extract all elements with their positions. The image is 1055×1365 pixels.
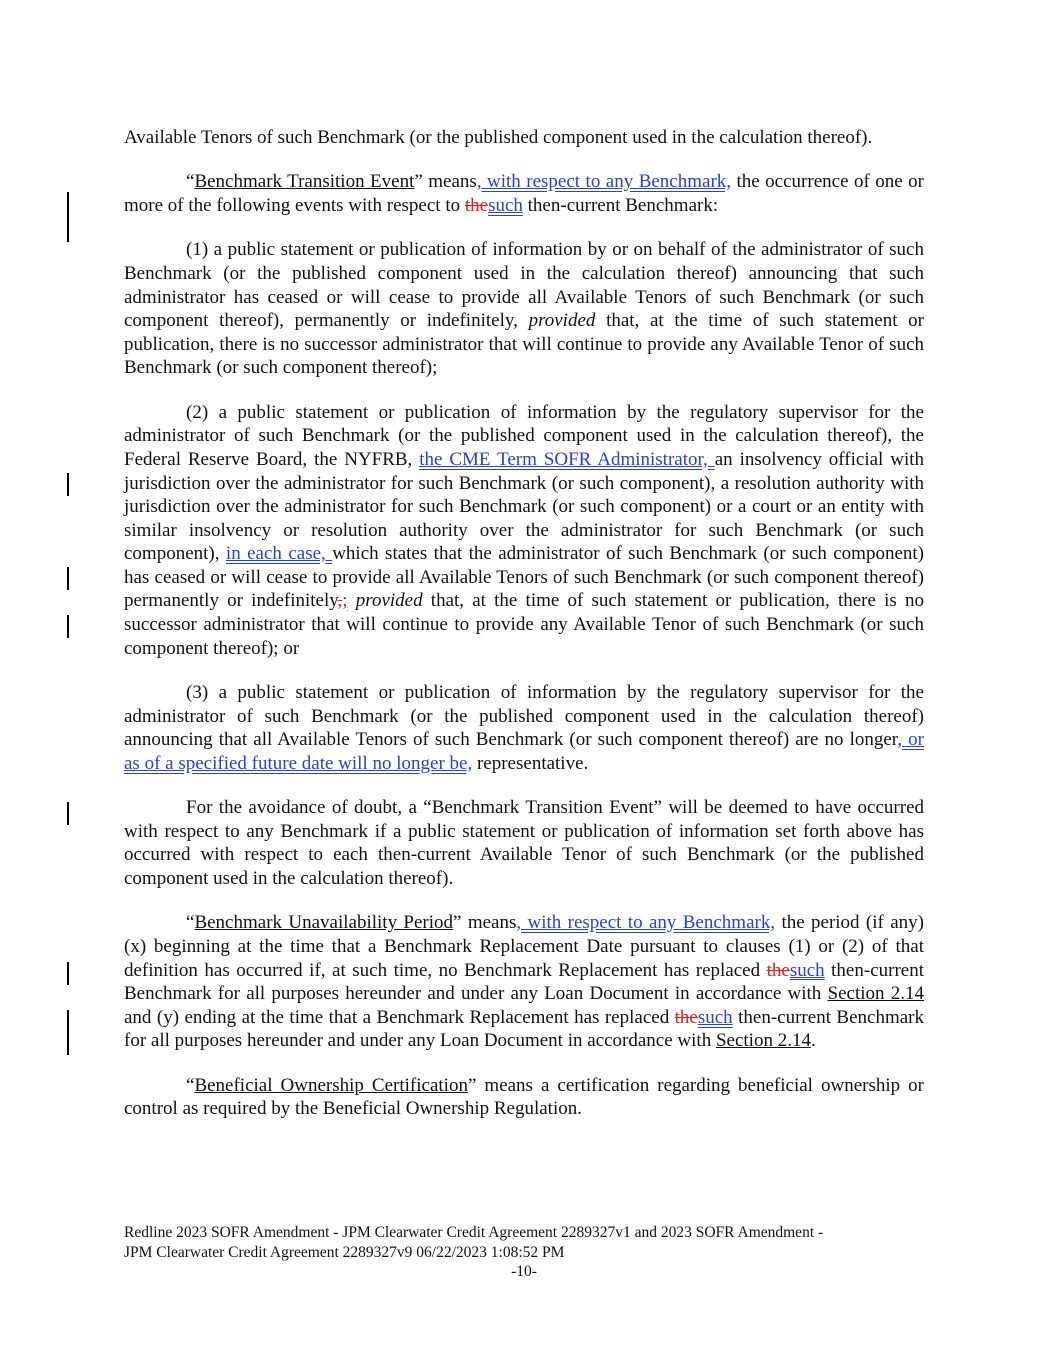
defined-term: Beneficial Ownership Certification	[194, 1074, 468, 1096]
change-bar	[67, 1010, 69, 1033]
clause-3	[124, 681, 924, 775]
text: then-current Benchmark:	[522, 194, 719, 216]
quote: “	[186, 912, 195, 934]
text: (3) a public statement or publication of information by the regulatory supervisor for the administrator of such Benchmark (or the published component used in the calculation thereof) announcing that all Available Tenors of such Benchmark (or such component thereof) are no longer	[124, 682, 924, 751]
text: ” means a certification regarding beneficial ownership or control as required by the Beneficial Ownership Regulation.	[124, 1074, 924, 1120]
clause-1	[124, 238, 924, 380]
page-footer	[124, 1223, 924, 1282]
paragraph-text: For the avoidance of doubt, a “Benchmark Transition Event” will be deemed to have occurred with respect to any Benchmark if a public statement or publication of information set forth above has occurred with respect to each then-current Available Tenor of such Benchmark (or the published component used in the calculation thereof).	[124, 797, 924, 890]
definition-benchmark-unavailability-period	[124, 911, 924, 1053]
change-bar	[67, 962, 69, 985]
text: the occurrence of one or more of the following events with respect to	[124, 171, 924, 216]
quote: “	[186, 171, 195, 193]
section-reference: Section 2.14	[715, 1030, 811, 1052]
text: then-current Benchmark for all purposes hereunder and under any Loan Document in accordance with	[124, 1006, 924, 1052]
inserted-text: such	[789, 959, 825, 981]
definition-benchmark-transition-event	[124, 170, 924, 217]
inserted-text: the CME Term SOFR Administrator,	[419, 448, 715, 470]
change-bar	[67, 473, 69, 496]
inserted-text: such	[697, 1006, 733, 1028]
text: ” means	[453, 912, 517, 934]
text: then-current Benchmark for all purposes hereunder and under any Loan Document in accordance with	[124, 959, 924, 1005]
change-bar	[67, 192, 69, 242]
italic-text: provided	[528, 310, 596, 332]
italic-text: provided	[355, 590, 423, 612]
inserted-text: , with respect to any Benchmark,	[516, 912, 776, 934]
text: .	[810, 1030, 816, 1052]
quote: “	[186, 1074, 195, 1096]
deleted-text: the	[674, 1006, 698, 1028]
paragraph	[124, 126, 924, 150]
footer-line: Redline 2023 SOFR Amendment - JPM Clearwater Credit Agreement 2289327v1 and 2023 SOFR Amendment -	[124, 1224, 824, 1241]
footer-line: JPM Clearwater Credit Agreement 2289327v9 06/22/2023 1:08:52 PM	[124, 1243, 565, 1261]
text: which states that the administrator of such Benchmark (or such component) has ceased or will cease to provide all Available Tenors of such Benchmark (or such component thereof) permanently or indefinitely	[124, 543, 924, 612]
text: (1) a public statement or publication of information by or on behalf of the administrator of such Benchmark (or the published component used in the calculation thereof) announcing that such administrator has ceased or will cease to provide all Available Tenors of such Benchmark (or such component thereof), permanently or indefinitely,	[124, 239, 924, 332]
text: that, at the time of such statement or publication, there is no successor administrator that will continue to provide any Available Tenor of such Benchmark (or such component thereof); or	[124, 590, 924, 659]
text: (2) a public statement or publication of information by the regulatory supervisor for the administrator of such Benchmark (or the published component used in the calculation thereof), the Federal Reserve Board, the NYFRB,	[124, 401, 924, 470]
inserted-text: , or as of a specified future date will no longer be,	[124, 729, 924, 774]
change-bar	[67, 802, 69, 825]
text: ” means	[414, 171, 477, 193]
inserted-text: , with respect to any Benchmark,	[476, 171, 732, 193]
text: that, at the time of such statement or publication, there is no successor administrator that will continue to provide any Available Tenor of such Benchmark (or such component thereof);	[124, 310, 924, 379]
text: an insolvency official with jurisdiction over the administrator for such Benchmark (or such component), a resolution authority with jurisdiction over the administrator for such Benchmark (or such component) or a court or an entity with similar insolvency or resolution authority over the administrator for such Benchmark (or such component),	[124, 448, 924, 565]
defined-term: Benchmark Transition Event	[194, 171, 415, 193]
inserted-text: ;	[342, 590, 348, 612]
inserted-text: in each case,	[225, 543, 333, 565]
section-reference: Section 2.14	[827, 983, 924, 1005]
clause-2	[124, 401, 924, 661]
change-bar	[67, 1032, 69, 1055]
change-bar	[67, 567, 69, 590]
inserted-text: such	[488, 194, 523, 216]
paragraph	[124, 796, 924, 890]
body-text	[124, 126, 924, 1142]
definition-beneficial-ownership-certification	[124, 1074, 924, 1121]
text: the period (if any) (x) beginning at the time that a Benchmark Replacement Date pursuant to clauses (1) or (2) of that definition has occurred if, at such time, no Benchmark Replacement has replaced	[124, 912, 924, 981]
change-bar	[67, 615, 69, 638]
deleted-text: the	[766, 959, 790, 981]
defined-term: Benchmark Unavailability Period	[194, 912, 454, 934]
text: and (y) ending at the time that a Benchmark Replacement has replaced	[124, 1006, 675, 1028]
text: representative.	[472, 752, 589, 774]
deleted-text: ,	[337, 590, 343, 612]
paragraph-text: Available Tenors of such Benchmark (or the published component used in the calculation thereof).	[124, 127, 873, 148]
page-number: -10-	[511, 1263, 537, 1280]
deleted-text: the	[464, 194, 489, 216]
